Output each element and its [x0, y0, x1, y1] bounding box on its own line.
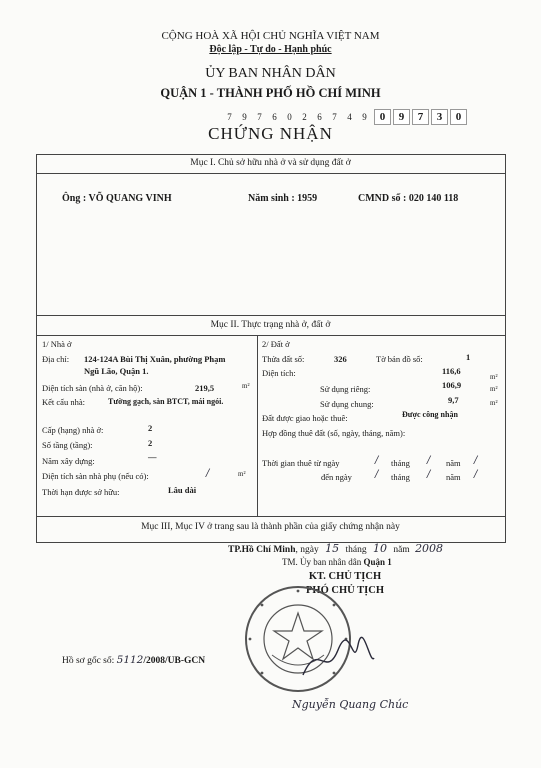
- land-area-label: Diện tích:: [262, 368, 296, 378]
- lease-from-day: /: [375, 455, 379, 466]
- term-value: Lâu dài: [168, 485, 197, 495]
- section2-title: Mục II. Thực trạng nhà ở, đất ở: [210, 320, 331, 330]
- serial-stamp-digit: 7: [412, 109, 429, 125]
- divider: [36, 173, 505, 174]
- note-text: Mục III, Mục IV ở trang sau là thành phần của giấy chứng nhận này: [141, 522, 400, 532]
- land-area-value: 116,6: [442, 366, 461, 376]
- serial-digit: 6: [317, 112, 322, 122]
- section1-title: Mục I. Chủ sở hữu nhà ở và sử dụng đất ở: [190, 158, 351, 168]
- month-label: tháng: [391, 472, 410, 482]
- year-label: năm: [446, 458, 461, 468]
- record-suffix: /2008/UB-GCN: [143, 656, 206, 666]
- unit-m2: m²: [490, 385, 498, 393]
- structure-value: Tường gạch, sàn BTCT, mái ngói.: [108, 397, 224, 406]
- parcel-label: Thửa đất số:: [262, 354, 305, 364]
- on-behalf-value: Quận 1: [363, 557, 392, 567]
- unit-m2: m²: [490, 373, 498, 381]
- serial-stamp-digit: 0: [450, 109, 467, 125]
- floor-area-value: 219,5: [195, 383, 215, 393]
- lease-to-month: /: [427, 469, 431, 480]
- land-heading: 2/ Đất ở: [262, 339, 290, 349]
- grade-value: 2: [148, 423, 153, 433]
- lease-from-label: Thời gian thuê từ ngày: [262, 458, 340, 468]
- lease-to-year: /: [474, 469, 478, 480]
- serial-digit: 2: [302, 112, 307, 122]
- id-number: CMND số : 020 140 118: [358, 193, 459, 204]
- grade-label: Cấp (hạng) nhà ở:: [42, 425, 104, 435]
- serial-stamp-digit: 0: [374, 109, 391, 125]
- month-label: tháng: [345, 545, 367, 555]
- serial-digit: 7: [332, 112, 337, 122]
- lease-to-day: /: [375, 469, 379, 480]
- month-value: 10: [372, 542, 387, 555]
- frame-top: [36, 154, 505, 155]
- house-heading: 1/ Nhà ở: [42, 339, 72, 349]
- serial-digit: 7: [257, 112, 262, 122]
- serial-digit: 7: [227, 112, 232, 122]
- address-value-2: Ngũ Lão, Quận 1.: [84, 366, 149, 376]
- structure-label: Kết cấu nhà:: [42, 397, 85, 407]
- serial-number: [222, 109, 467, 125]
- day-value: 15: [325, 542, 340, 555]
- on-behalf-label: TM. Ủy ban nhân dân: [282, 557, 362, 567]
- serial-digit: 9: [362, 112, 367, 122]
- frame-right: [505, 154, 506, 542]
- birth-year: Năm sinh : 1959: [248, 193, 318, 204]
- lease-from-year: /: [474, 455, 478, 466]
- map-value: 1: [466, 352, 471, 362]
- private-use-value: 106,9: [442, 380, 462, 390]
- address-label: Địa chỉ:: [42, 354, 70, 364]
- frame-left: [36, 154, 37, 542]
- parcel-value: 326: [334, 354, 347, 364]
- record-value: 5112: [116, 654, 144, 666]
- serial-digit: 6: [272, 112, 277, 122]
- year-label: năm: [446, 472, 461, 482]
- certificate-title: CHỨNG NHẬN: [208, 124, 333, 143]
- divider: [36, 516, 505, 517]
- serial-digit: 0: [287, 112, 292, 122]
- land-origin-value: Được công nhận: [402, 410, 458, 419]
- day-label: , ngày: [295, 545, 319, 555]
- floors-label: Số tầng (tầng):: [42, 440, 93, 450]
- year-value: —: [148, 452, 157, 462]
- serial-stamp-digit: 9: [393, 109, 410, 125]
- unit-m2: m²: [238, 470, 246, 478]
- common-use-label: Sử dụng chung:: [320, 399, 374, 409]
- year-label: Năm xây dựng:: [42, 456, 95, 466]
- serial-digit: 4: [347, 112, 352, 122]
- year-value: 2008: [415, 542, 444, 555]
- record-number: [62, 654, 205, 666]
- vice-chair: PHÓ CHỦ TỊCH: [306, 585, 384, 596]
- common-use-value: 9,7: [448, 395, 459, 405]
- motto: Độc lập - Tự do - Hạnh phúc: [209, 44, 332, 55]
- unit-m2: m²: [242, 382, 250, 390]
- column-divider: [257, 335, 258, 516]
- address-value: 124-124A Bùi Thị Xuân, phường Phạm: [84, 354, 226, 364]
- for-chair: KT. CHỦ TỊCH: [308, 571, 382, 582]
- lease-from-month: /: [427, 455, 431, 466]
- land-origin-label: Đất được giao hoặc thuê:: [262, 413, 348, 423]
- serial-digit: 9: [242, 112, 247, 122]
- signature-scribble-icon: [298, 630, 378, 685]
- floors-value: 2: [148, 438, 153, 448]
- lease-to-label: đến ngày: [321, 472, 352, 482]
- lease-contract-label: Hợp đồng thuê đất (số, ngày, tháng, năm):: [262, 428, 406, 438]
- unit-m2: m²: [490, 399, 498, 407]
- aux-area-label: Diện tích sàn nhà phụ (nếu có):: [42, 471, 149, 481]
- country-name: CỘNG HOÀ XÃ HỘI CHỦ NGHĨA VIỆT NAM: [161, 30, 380, 42]
- district-title: QUẬN 1 - THÀNH PHỐ HỒ CHÍ MINH: [160, 86, 381, 100]
- divider: [36, 315, 505, 316]
- month-label: tháng: [391, 458, 410, 468]
- aux-area-value: /: [206, 468, 210, 479]
- record-label: Hồ sơ gốc số:: [62, 656, 115, 666]
- map-label: Tờ bản đồ số:: [376, 354, 423, 364]
- place: TP.Hồ Chí Minh: [228, 545, 296, 555]
- date-line: [228, 542, 443, 555]
- on-behalf-line: [282, 557, 392, 567]
- serial-stamp-digit: 3: [431, 109, 448, 125]
- owner-name: Ông : VÕ QUANG VINH: [62, 193, 172, 204]
- year-label: năm: [393, 545, 410, 555]
- committee-title: ỦY BAN NHÂN DÂN: [205, 66, 336, 81]
- signer-name: Nguyễn Quang Chúc: [292, 698, 409, 711]
- term-label: Thời hạn được sở hữu:: [42, 487, 120, 497]
- private-use-label: Sử dụng riêng:: [320, 384, 371, 394]
- divider: [36, 335, 505, 336]
- floor-area-label: Diện tích sàn (nhà ở, căn hộ):: [42, 383, 143, 393]
